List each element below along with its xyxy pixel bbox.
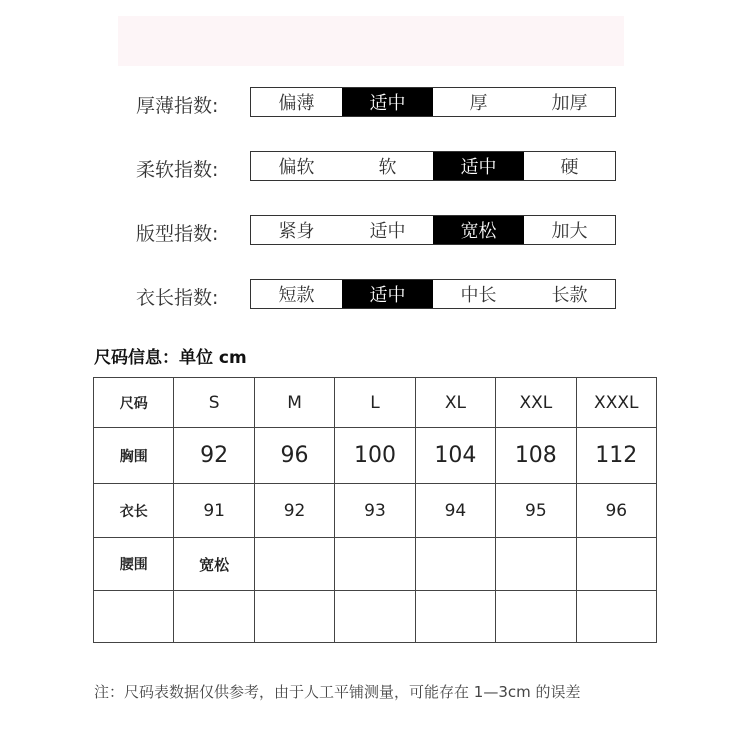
table-cell (496, 538, 576, 591)
index-label: 版型指数: (136, 223, 219, 245)
index-option: 偏软 (278, 157, 315, 178)
size-info-title: 尺码信息：单位 cm (94, 348, 247, 368)
table-cell (415, 538, 495, 591)
index-option: 适中 (342, 280, 433, 308)
index-options (250, 215, 616, 245)
table-cell (335, 591, 415, 643)
table-cell: 112 (576, 428, 656, 484)
table-cell: 92 (254, 484, 334, 538)
index-label: 柔软指数: (136, 159, 219, 181)
table-cell: 92 (174, 428, 254, 484)
table-row (94, 591, 657, 643)
index-option: 硬 (560, 157, 579, 178)
table-cell (174, 591, 254, 643)
table-cell: XXL (496, 378, 576, 428)
table-row (94, 538, 657, 591)
table-row (94, 484, 657, 538)
index-option: 适中 (369, 221, 406, 242)
index-option: 适中 (433, 152, 524, 180)
table-cell: 96 (254, 428, 334, 484)
size-table (93, 377, 657, 643)
table-cell (335, 538, 415, 591)
table-cell: 93 (335, 484, 415, 538)
table-cell (576, 538, 656, 591)
index-options (250, 87, 616, 117)
table-cell: XL (415, 378, 495, 428)
index-options (250, 151, 616, 181)
index-option: 偏薄 (278, 93, 315, 114)
table-cell: 96 (576, 484, 656, 538)
table-row (94, 428, 657, 484)
table-cell (415, 591, 495, 643)
table-cell: 100 (335, 428, 415, 484)
table-cell: 108 (496, 428, 576, 484)
table-cell: 94 (415, 484, 495, 538)
table-cell: 胸围 (94, 428, 174, 484)
table-cell: 104 (415, 428, 495, 484)
index-option: 厚 (469, 93, 488, 114)
index-label: 厚薄指数: (136, 95, 219, 117)
index-option: 加大 (551, 221, 588, 242)
index-option: 中长 (460, 285, 497, 306)
index-options (250, 279, 616, 309)
table-cell: 腰围 (94, 538, 174, 591)
table-cell: 95 (496, 484, 576, 538)
index-option: 长款 (551, 285, 588, 306)
table-cell: L (335, 378, 415, 428)
table-cell: 衣长 (94, 484, 174, 538)
table-cell (496, 591, 576, 643)
index-option: 加厚 (551, 93, 588, 114)
index-option: 宽松 (433, 216, 524, 244)
table-cell (254, 591, 334, 643)
table-cell: 91 (174, 484, 254, 538)
table-cell: S (174, 378, 254, 428)
top-banner (118, 16, 624, 66)
table-cell (94, 591, 174, 643)
index-option: 软 (378, 157, 397, 178)
table-cell: XXXL (576, 378, 656, 428)
index-label: 衣长指数: (136, 287, 219, 309)
table-header-row (94, 378, 657, 428)
index-option: 紧身 (278, 221, 315, 242)
disclaimer-note: 注：尺码表数据仅供参考，由于人工平铺测量，可能存在 1—3cm 的误差 (94, 683, 581, 701)
table-cell: 宽松 (174, 538, 254, 591)
table-cell (254, 538, 334, 591)
table-cell: M (254, 378, 334, 428)
index-option: 短款 (278, 285, 315, 306)
index-option: 适中 (342, 88, 433, 116)
table-cell (576, 591, 656, 643)
table-cell: 尺码 (94, 378, 174, 428)
